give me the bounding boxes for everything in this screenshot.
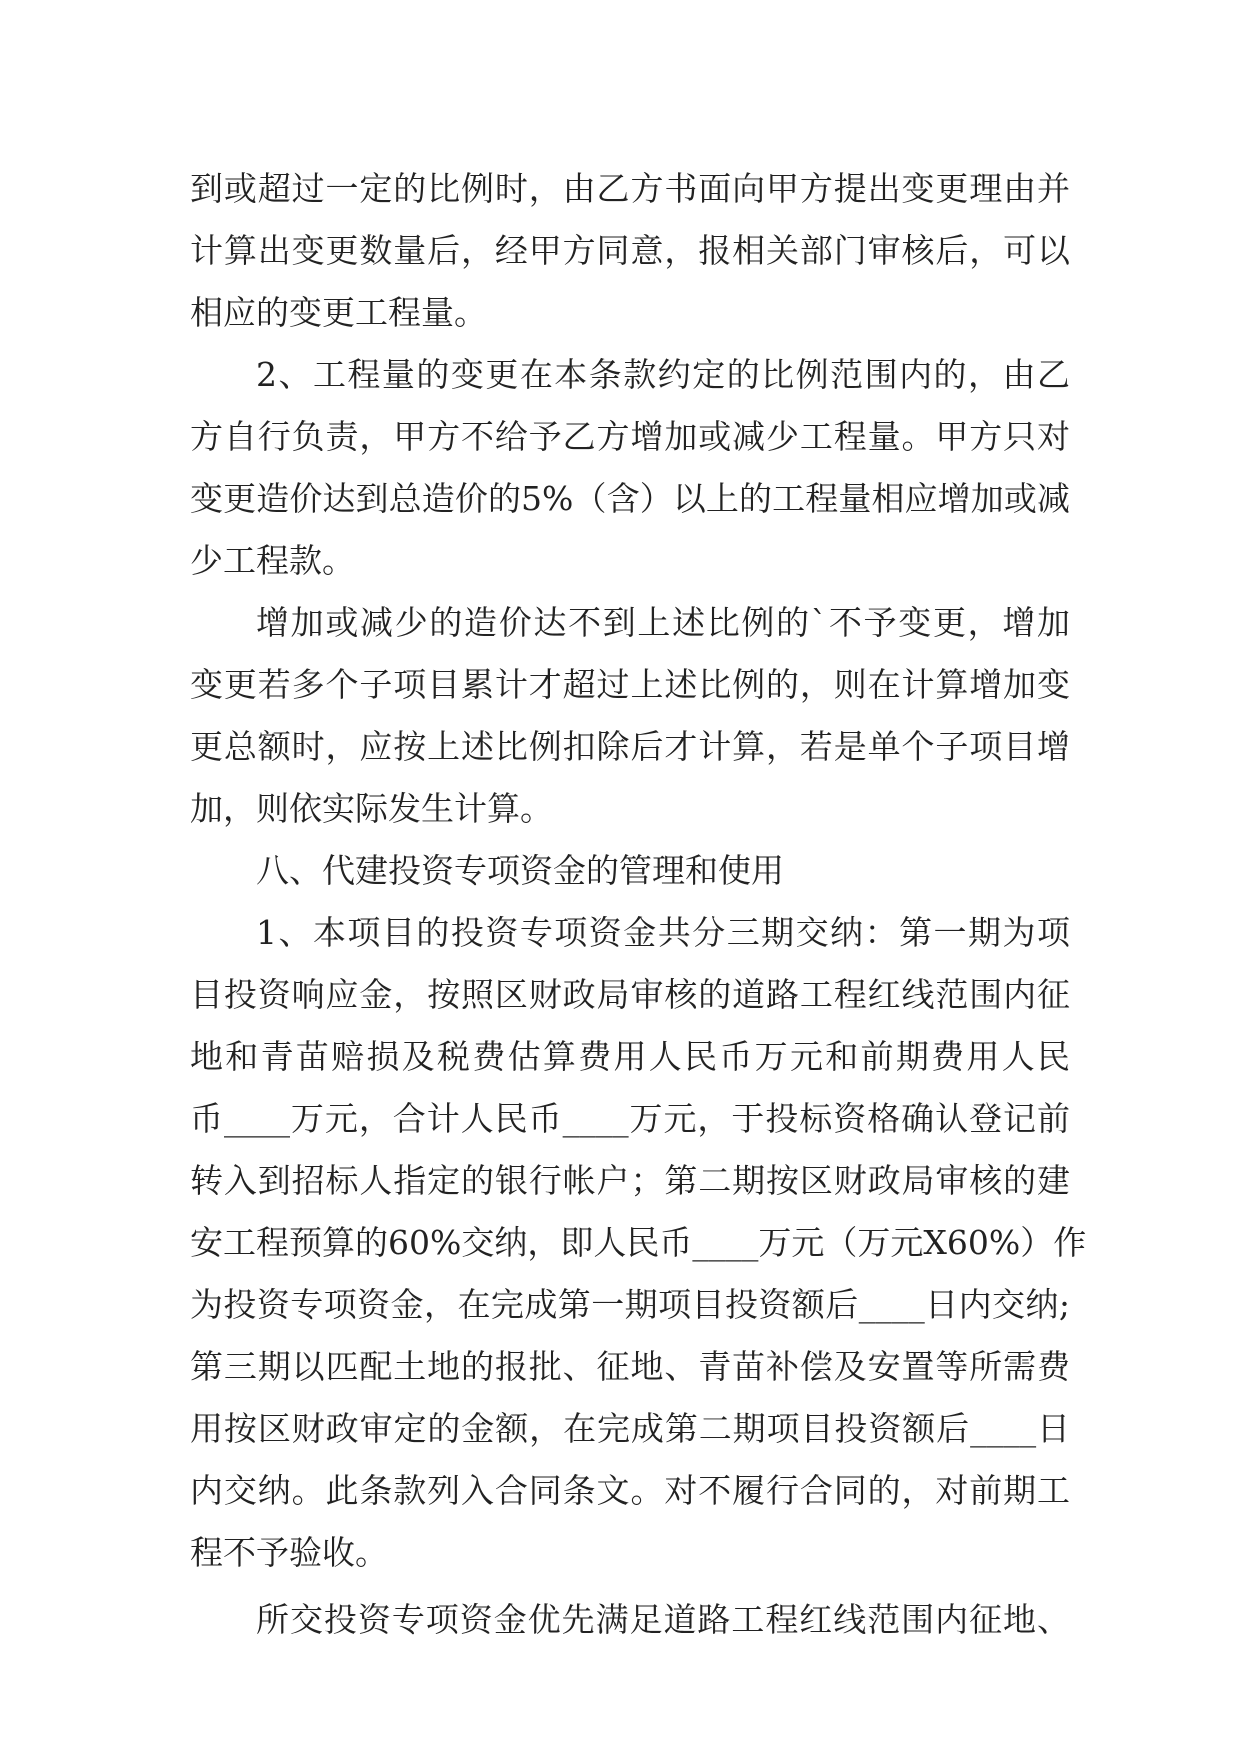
text-line: 所交投资专项资金优先满足道路工程红线范围内征地、 xyxy=(256,1600,1070,1639)
text-line: 1、本项目的投资专项资金共分三期交纳：第一期为项 xyxy=(256,913,1070,952)
text-line: 到或超过一定的比例时，由乙方书面向甲方提出变更理由并 xyxy=(190,169,1070,208)
text-line: 增加或减少的造价达不到上述比例的`不予变更，增加 xyxy=(256,603,1070,642)
text-line: 内交纳。此条款列入合同条文。对不履行合同的，对前期工 xyxy=(190,1471,1070,1510)
text-line: 变更若多个子项目累计才超过上述比例的，则在计算增加变 xyxy=(190,665,1070,704)
text-line: 币____万元，合计人民币____万元，于投标资格确认登记前 xyxy=(190,1099,1070,1138)
text-line: 地和青苗赔损及税费估算费用人民币万元和前期费用人民 xyxy=(190,1037,1070,1076)
text-line: 方自行负责，甲方不给予乙方增加或减少工程量。甲方只对 xyxy=(190,417,1070,456)
text-line: 计算出变更数量后，经甲方同意，报相关部门审核后，可以 xyxy=(190,231,1070,270)
text-line: 转入到招标人指定的银行帐户；第二期按区财政局审核的建 xyxy=(190,1161,1070,1200)
text-line: 2、工程量的变更在本条款约定的比例范围内的，由乙 xyxy=(256,355,1070,394)
text-line: 第三期以匹配土地的报批、征地、青苗补偿及安置等所需费 xyxy=(190,1347,1070,1386)
text-line: 加，则依实际发生计算。 xyxy=(190,789,553,828)
text-line: 少工程款。 xyxy=(190,541,355,580)
text-line: 变更造价达到总造价的5%（含）以上的工程量相应增加或减 xyxy=(190,479,1070,518)
text-line: 相应的变更工程量。 xyxy=(190,293,487,332)
text-line: 为投资专项资金，在完成第一期项目投资额后____日内交纳; xyxy=(190,1285,1070,1324)
text-line: 程不予验收。 xyxy=(190,1533,388,1572)
text-line: 用按区财政审定的金额，在完成第二期项目投资额后____日 xyxy=(190,1409,1070,1448)
text-line: 目投资响应金，按照区财政局审核的道路工程红线范围内征 xyxy=(190,975,1070,1014)
text-line: 更总额时，应按上述比例扣除后才计算，若是单个子项目增 xyxy=(190,727,1070,766)
section-heading: 八、代建投资专项资金的管理和使用 xyxy=(256,851,784,890)
text-line: 安工程预算的60%交纳，即人民币____万元（万元X60%）作 xyxy=(190,1223,1087,1262)
